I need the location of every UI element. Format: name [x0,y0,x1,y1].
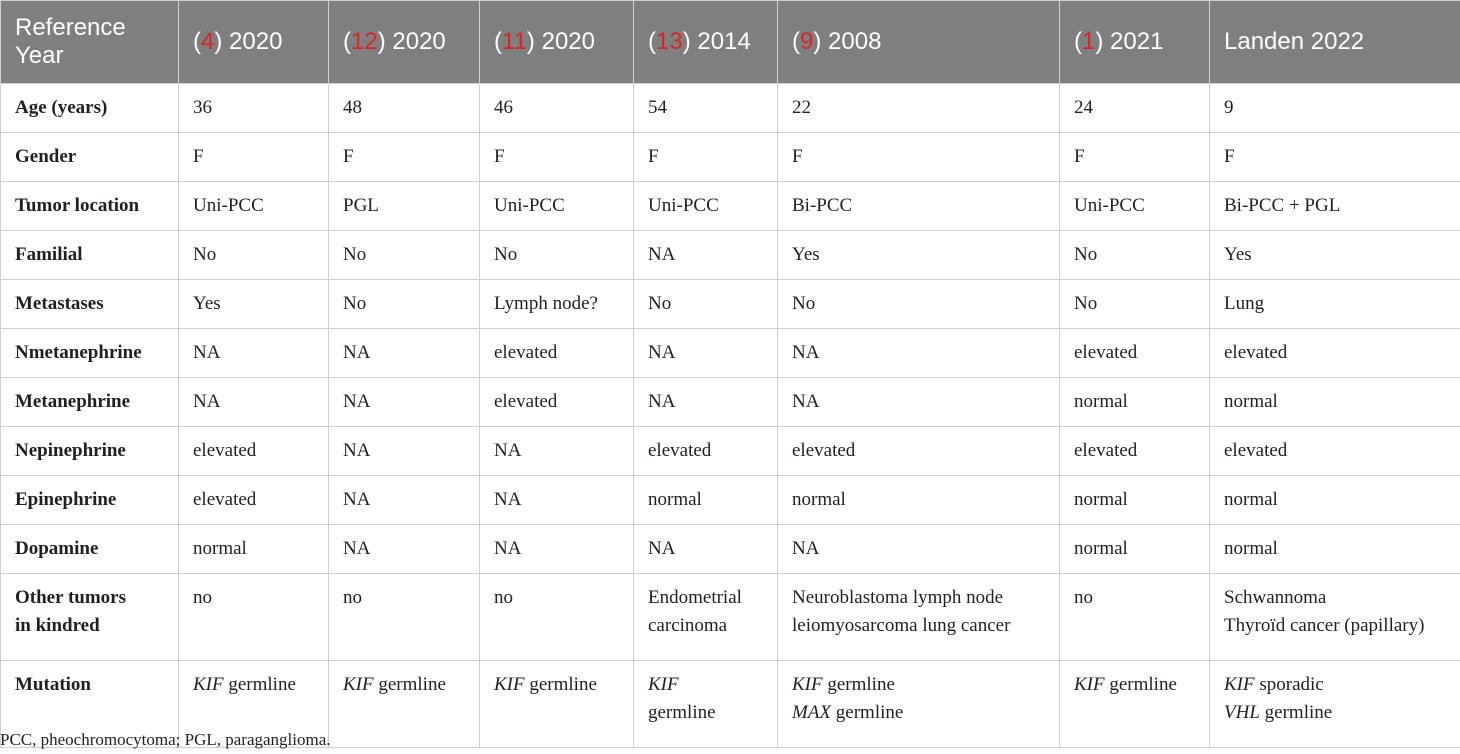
table-footnote: PCC, pheochromocytoma; PGL, paraganglioma. [0,730,331,749]
mutation-type: germline [822,674,895,695]
table-row [1,525,1460,574]
table-cell: normal [1060,378,1210,427]
table-cell: normal [778,476,1060,525]
table-cell: Uni-PCC [634,182,778,231]
table-cell [778,574,1060,661]
cell-line [792,671,1045,699]
table-cell: Lung [1210,280,1460,329]
row-label: Familial [1,231,179,280]
header-ref-col: (9) 2008 [778,1,1060,84]
table-cell: No [179,231,329,280]
table-cell: Uni-PCC [1060,182,1210,231]
table-cell: normal [1210,378,1460,427]
cell-line [494,671,619,699]
table-cell: NA [480,476,634,525]
table-cell [179,574,329,661]
table-cell: No [778,280,1060,329]
ref-year: 2014 [697,28,751,55]
cell-line [193,671,314,699]
mutation-type: germline [831,702,904,723]
gene-name: KIF [1224,674,1255,695]
mutation-type: germline [1104,674,1177,695]
table-cell: Uni-PCC [179,182,329,231]
table-cell: Bi-PCC [778,182,1060,231]
row-label: Dopamine [1,525,179,574]
table-row [1,329,1460,378]
table-row [1,84,1460,133]
landen-name: Landen [1224,28,1305,55]
table-cell: elevated [1210,329,1460,378]
row-label: Gender [1,133,179,182]
header-ref-col: (1) 2021 [1060,1,1210,84]
ref-year: 2008 [828,28,882,55]
table-cell: NA [329,525,480,574]
cell-line [1224,671,1446,699]
table-cell: NA [329,427,480,476]
table-cell: 24 [1060,84,1210,133]
table-cell: F [329,133,480,182]
table-row [1,182,1460,231]
gene-name: KIF [193,674,224,695]
row-label-line: in kindred [15,615,100,636]
row-label: Age (years) [1,84,179,133]
header-landen-col [1210,1,1460,84]
cell-line: no [494,587,513,608]
table-cell [634,574,778,661]
table-cell: 22 [778,84,1060,133]
table-cell: Bi-PCC + PGL [1210,182,1460,231]
cell-line [1074,671,1195,699]
cell-line: Thyroïd cancer (papillary) [1224,615,1425,636]
table-cell: normal [634,476,778,525]
landen-year: 2022 [1310,28,1365,55]
cell-line: Neuroblastoma lymph node [792,587,1004,608]
table-cell: F [1210,133,1460,182]
table-cell: normal [1060,476,1210,525]
table-row [1,280,1460,329]
table-cell: normal [1210,476,1460,525]
table-cell: elevated [179,476,329,525]
row-label-line: Other tumors [15,587,126,608]
table-cell [1210,574,1460,661]
table-cell: elevated [1210,427,1460,476]
cell-line [792,699,1045,727]
cell-line: carcinoma [648,615,728,636]
ref-year: 2020 [541,28,595,55]
header-ref-col: (4) 2020 [179,1,329,84]
cell-line: Schwannoma [1224,587,1327,608]
table-cell: 9 [1210,84,1460,133]
gene-name: KIF [494,674,525,695]
table-cell [778,661,1060,748]
table-cell: NA [329,476,480,525]
row-label: Metastases [1,280,179,329]
table-cell: NA [778,378,1060,427]
table-cell: 54 [634,84,778,133]
table-cell [634,661,778,748]
cell-line [648,699,763,727]
ref-year: 2020 [392,28,446,55]
table-cell: NA [329,329,480,378]
table-cell: Lymph node? [480,280,634,329]
cell-line: no [1074,587,1093,608]
mutation-type: germline [223,674,296,695]
gene-name: VHL [1224,702,1260,723]
table-cell: Uni-PCC [480,182,634,231]
header-ref-col: (13) 2014 [634,1,778,84]
table-cell: NA [778,525,1060,574]
table-cell: No [1060,231,1210,280]
header-ref-col: (11) 2020 [480,1,634,84]
table-row-other-tumors [1,574,1460,661]
header-reference-year [1,1,179,84]
table-cell: elevated [1060,427,1210,476]
table-cell: NA [634,231,778,280]
mutation-type: germline [1259,702,1333,723]
table-row [1,231,1460,280]
mutation-type: germline [373,674,446,695]
table-cell [1210,661,1460,748]
gene-name: KIF [343,674,374,695]
table-cell: Yes [1210,231,1460,280]
ref-link[interactable]: 13 [656,28,683,55]
header-year-label: Year [15,42,64,69]
table-cell [1060,661,1210,748]
table-cell: elevated [778,427,1060,476]
table-cell: F [179,133,329,182]
table-cell: Yes [778,231,1060,280]
gene-name: KIF [792,674,823,695]
ref-link[interactable]: 1 [1082,28,1096,55]
table-cell: elevated [179,427,329,476]
table-row [1,133,1460,182]
table-cell: NA [179,329,329,378]
table-cell [329,661,480,748]
cell-line [648,671,763,699]
row-label [1,574,179,661]
table-cell: F [480,133,634,182]
ref-link[interactable]: 11 [502,28,527,55]
gene-name: KIF [1074,674,1105,695]
table-cell: No [329,231,480,280]
table-cell: NA [634,525,778,574]
cell-line: no [193,587,212,608]
cell-line [343,671,465,699]
table-cell: F [634,133,778,182]
mutation-type: germline [648,702,716,723]
cell-line: Endometrial [648,587,742,608]
table-cell: 48 [329,84,480,133]
table-cell: F [1060,133,1210,182]
table-cell [480,574,634,661]
cell-line: leiomyosarcoma lung cancer [792,615,1011,636]
table-cell: 36 [179,84,329,133]
table-cell [480,661,634,748]
table-cell: normal [1210,525,1460,574]
row-label: Nepinephrine [1,427,179,476]
table-cell: NA [778,329,1060,378]
table-cell: F [778,133,1060,182]
table-cell: NA [634,329,778,378]
ref-link[interactable]: 4 [201,28,215,55]
row-label: Tumor location [1,182,179,231]
table-cell: elevated [480,329,634,378]
table-cell: NA [329,378,480,427]
table-cell [1060,574,1210,661]
table-cell: normal [179,525,329,574]
row-label: Nmetanephrine [1,329,179,378]
cell-line: no [343,587,362,608]
row-label: Mutation [1,661,179,748]
table-cell: No [480,231,634,280]
row-label: Epinephrine [1,476,179,525]
table-cell: NA [480,427,634,476]
ref-link[interactable]: 9 [800,28,814,55]
table-cell: Yes [179,280,329,329]
ref-link[interactable]: 12 [351,28,378,55]
table-cell: 46 [480,84,634,133]
table-cell: normal [1060,525,1210,574]
mutation-type: sporadic [1254,674,1324,695]
ref-year: 2020 [229,28,283,55]
table-cell: PGL [329,182,480,231]
table-cell: No [329,280,480,329]
ref-year: 2021 [1110,28,1164,55]
table-cell: NA [480,525,634,574]
table-cell: No [634,280,778,329]
table-row [1,378,1460,427]
table-cell [329,574,480,661]
table-cell: elevated [1060,329,1210,378]
mutation-type: germline [524,674,597,695]
table-cell: elevated [480,378,634,427]
table-cell: No [1060,280,1210,329]
table-row [1,427,1460,476]
table-cell: NA [179,378,329,427]
header-reference-label: Reference [15,14,126,41]
table-row [1,476,1460,525]
header-row [1,1,1460,84]
header-ref-col: (12) 2020 [329,1,480,84]
cell-line [1224,699,1446,727]
gene-name: MAX [792,702,832,723]
gene-name: KIF [648,674,679,695]
table-cell: NA [634,378,778,427]
table-cell: elevated [634,427,778,476]
row-label: Metanephrine [1,378,179,427]
